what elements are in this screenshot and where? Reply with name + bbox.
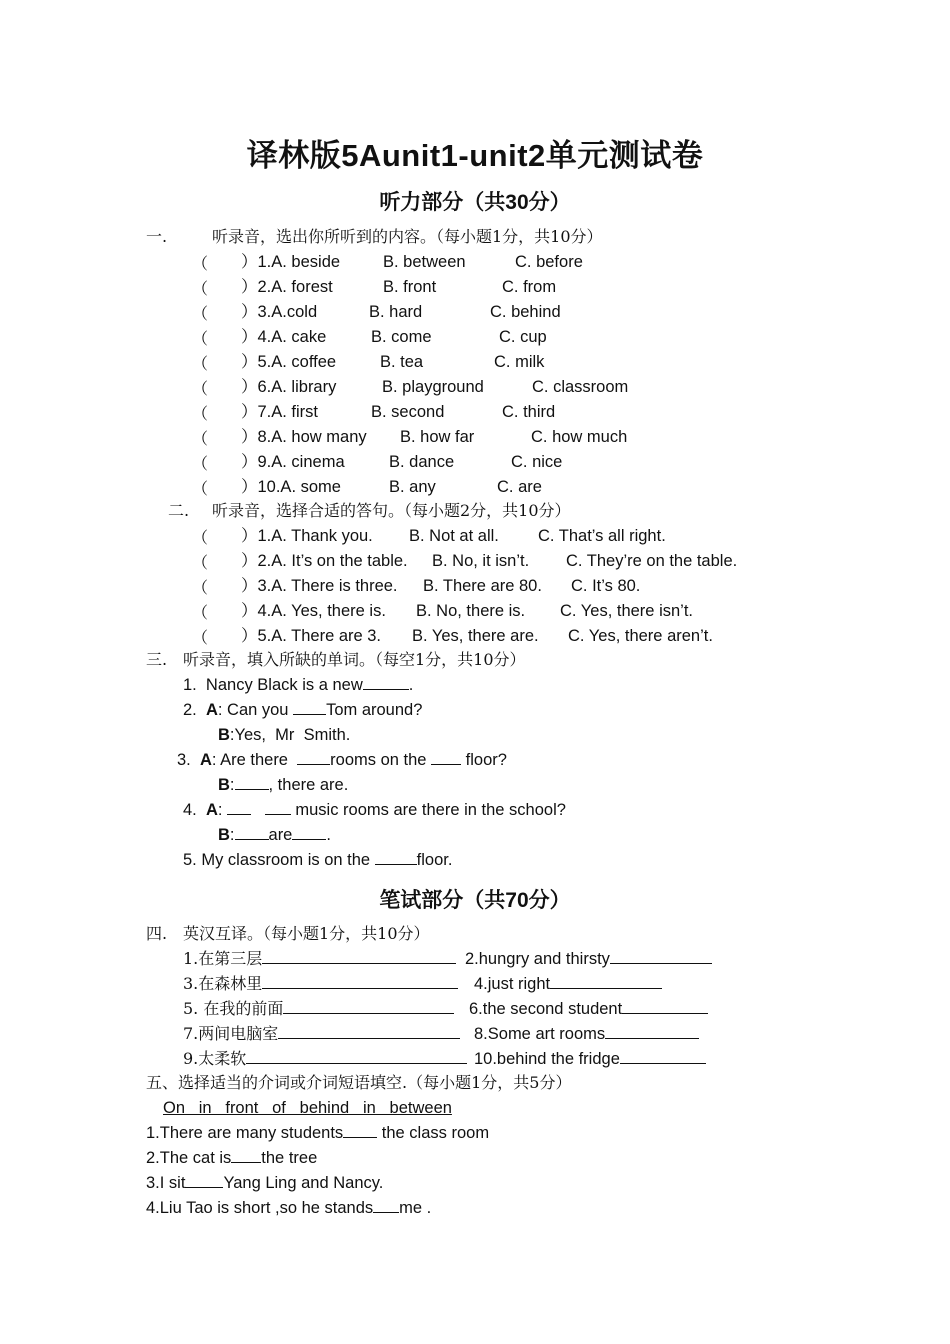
option-a: ）5.A. There are 3. bbox=[241, 627, 382, 645]
option-c: C. third bbox=[502, 403, 556, 421]
translation-row-right: 4.just right bbox=[474, 973, 662, 995]
option-a: ）1.A. beside bbox=[241, 253, 341, 271]
answer-paren-open: （ bbox=[192, 329, 209, 348]
word-bank: On in front of behind in between bbox=[163, 1099, 452, 1117]
section3-q4: 4. A: music rooms are there in the school? bbox=[183, 801, 566, 819]
option-c: C. nice bbox=[511, 453, 563, 471]
section3-q5: 5. My classroom is on the floor. bbox=[183, 851, 453, 869]
section2-number: 二. bbox=[168, 501, 190, 520]
option-b: B. There are 80. bbox=[423, 577, 542, 595]
option-b: B. dance bbox=[389, 453, 455, 471]
section2-instruction: 听录音，选择合适的答句。（每小题2分，共10分） bbox=[212, 501, 571, 520]
option-a: ）2.A. It’s on the table. bbox=[241, 552, 408, 570]
answer-paren-open: （ bbox=[192, 479, 209, 498]
section3-instruction: 听录音，填入所缺的单词。（每空1分，共10分） bbox=[183, 650, 526, 669]
option-c: C. behind bbox=[490, 303, 561, 321]
answer-paren-open: （ bbox=[192, 254, 209, 273]
section3-q2: 2. A: Can you Tom around? bbox=[183, 701, 423, 719]
option-a: ）8.A. how many bbox=[241, 428, 367, 446]
section5-q4: 4.Liu Tao is short ,so he stands me . bbox=[146, 1199, 432, 1217]
option-b: B. Yes, there are. bbox=[412, 627, 539, 645]
section3-q4-answer: B: are . bbox=[218, 826, 331, 844]
answer-paren-open: （ bbox=[192, 528, 209, 547]
option-b: B. front bbox=[383, 278, 437, 296]
option-b: B. second bbox=[371, 403, 445, 421]
section3-q1: 1. Nancy Black is a new . bbox=[183, 676, 414, 694]
translation-row-left: 5. 在我的前面 bbox=[183, 998, 454, 1020]
option-a: ）7.A. first bbox=[241, 403, 319, 421]
option-a: ）5.A. coffee bbox=[241, 353, 337, 371]
option-a: ）1.A. Thank you. bbox=[241, 527, 373, 545]
translation-row-left: 1.在第三层 bbox=[183, 948, 456, 970]
translation-row-right: 6.the second student bbox=[469, 998, 708, 1020]
listening-header: 听力部分（共30分） bbox=[379, 191, 571, 214]
option-b: B. No, there is. bbox=[416, 602, 526, 620]
section5-instruction: 五、选择适当的介词或介词短语填空.（每小题1分，共5分） bbox=[146, 1073, 572, 1092]
answer-paren-open: （ bbox=[192, 379, 209, 398]
section3-q3: 3. A: Are there rooms on the floor? bbox=[177, 751, 507, 769]
page-title: 译林版5Aunit1-unit2单元测试卷 bbox=[246, 138, 704, 173]
section5-q1: 1.There are many students the class room bbox=[146, 1124, 490, 1142]
option-b: B. No, it isn’t. bbox=[432, 552, 530, 570]
option-c: C. classroom bbox=[532, 378, 629, 396]
option-b: B. playground bbox=[382, 378, 484, 396]
option-a: ）4.A. cake bbox=[241, 328, 327, 346]
section1-instruction: 听录音，选出你所听到的内容。（每小题1分，共10分） bbox=[212, 227, 603, 246]
answer-paren-open: （ bbox=[192, 454, 209, 473]
translation-row-left: 3.在森林里 bbox=[183, 973, 458, 995]
translation-row-right: 10.behind the fridge bbox=[474, 1048, 706, 1070]
option-b: B. hard bbox=[369, 303, 423, 321]
option-c: C. They’re on the table. bbox=[566, 552, 738, 570]
section5-q3: 3.I sit Yang Ling and Nancy. bbox=[146, 1174, 384, 1192]
section3-q2-answer: B:Yes, Mr Smith. bbox=[218, 726, 351, 744]
option-a: ）10.A. some bbox=[241, 478, 341, 496]
section4-number: 四. bbox=[146, 924, 168, 943]
answer-paren-open: （ bbox=[192, 354, 209, 373]
option-c: C. cup bbox=[499, 328, 547, 346]
option-c: C. how much bbox=[531, 428, 628, 446]
option-b: B. tea bbox=[380, 353, 424, 371]
option-c: C. before bbox=[515, 253, 583, 271]
answer-paren-open: （ bbox=[192, 304, 209, 323]
section3-q3-answer: B: , there are. bbox=[218, 776, 349, 794]
answer-paren-open: （ bbox=[192, 429, 209, 448]
option-c: C. milk bbox=[494, 353, 545, 371]
translation-row-right: 8.Some art rooms bbox=[474, 1023, 699, 1045]
section4-instruction: 英汉互译。（每小题1分，共10分） bbox=[183, 924, 430, 943]
written-header: 笔试部分（共70分） bbox=[379, 889, 571, 912]
option-b: B. come bbox=[371, 328, 432, 346]
section5-q2: 2.The cat is the tree bbox=[146, 1149, 318, 1167]
translation-row-left: 9.太柔软 bbox=[183, 1048, 467, 1070]
answer-paren-open: （ bbox=[192, 578, 209, 597]
option-c: C. Yes, there aren’t. bbox=[568, 627, 713, 645]
option-a: ）3.A.cold bbox=[241, 303, 318, 321]
translation-row-right: 2.hungry and thirsty bbox=[465, 948, 712, 970]
answer-paren-open: （ bbox=[192, 553, 209, 572]
option-a: ）4.A. Yes, there is. bbox=[241, 602, 386, 620]
option-c: C. from bbox=[502, 278, 557, 296]
option-a: ）6.A. library bbox=[241, 378, 337, 396]
option-b: B. between bbox=[383, 253, 466, 271]
translation-row-left: 7.两间电脑室 bbox=[183, 1023, 460, 1045]
option-b: B. Not at all. bbox=[409, 527, 499, 545]
option-c: C. That’s all right. bbox=[538, 527, 666, 545]
option-b: B. any bbox=[389, 478, 436, 496]
answer-paren-open: （ bbox=[192, 603, 209, 622]
section3-number: 三. bbox=[146, 650, 168, 669]
answer-paren-open: （ bbox=[192, 279, 209, 298]
option-a: ）2.A. forest bbox=[241, 278, 333, 296]
option-c: C. Yes, there isn’t. bbox=[560, 602, 693, 620]
option-c: C. It’s 80. bbox=[571, 577, 641, 595]
answer-paren-open: （ bbox=[192, 628, 209, 647]
option-a: ）3.A. There is three. bbox=[241, 577, 398, 595]
option-c: C. are bbox=[497, 478, 542, 496]
section1-number: 一. bbox=[146, 227, 168, 246]
answer-paren-open: （ bbox=[192, 404, 209, 423]
option-b: B. how far bbox=[400, 428, 475, 446]
option-a: ）9.A. cinema bbox=[241, 453, 345, 471]
